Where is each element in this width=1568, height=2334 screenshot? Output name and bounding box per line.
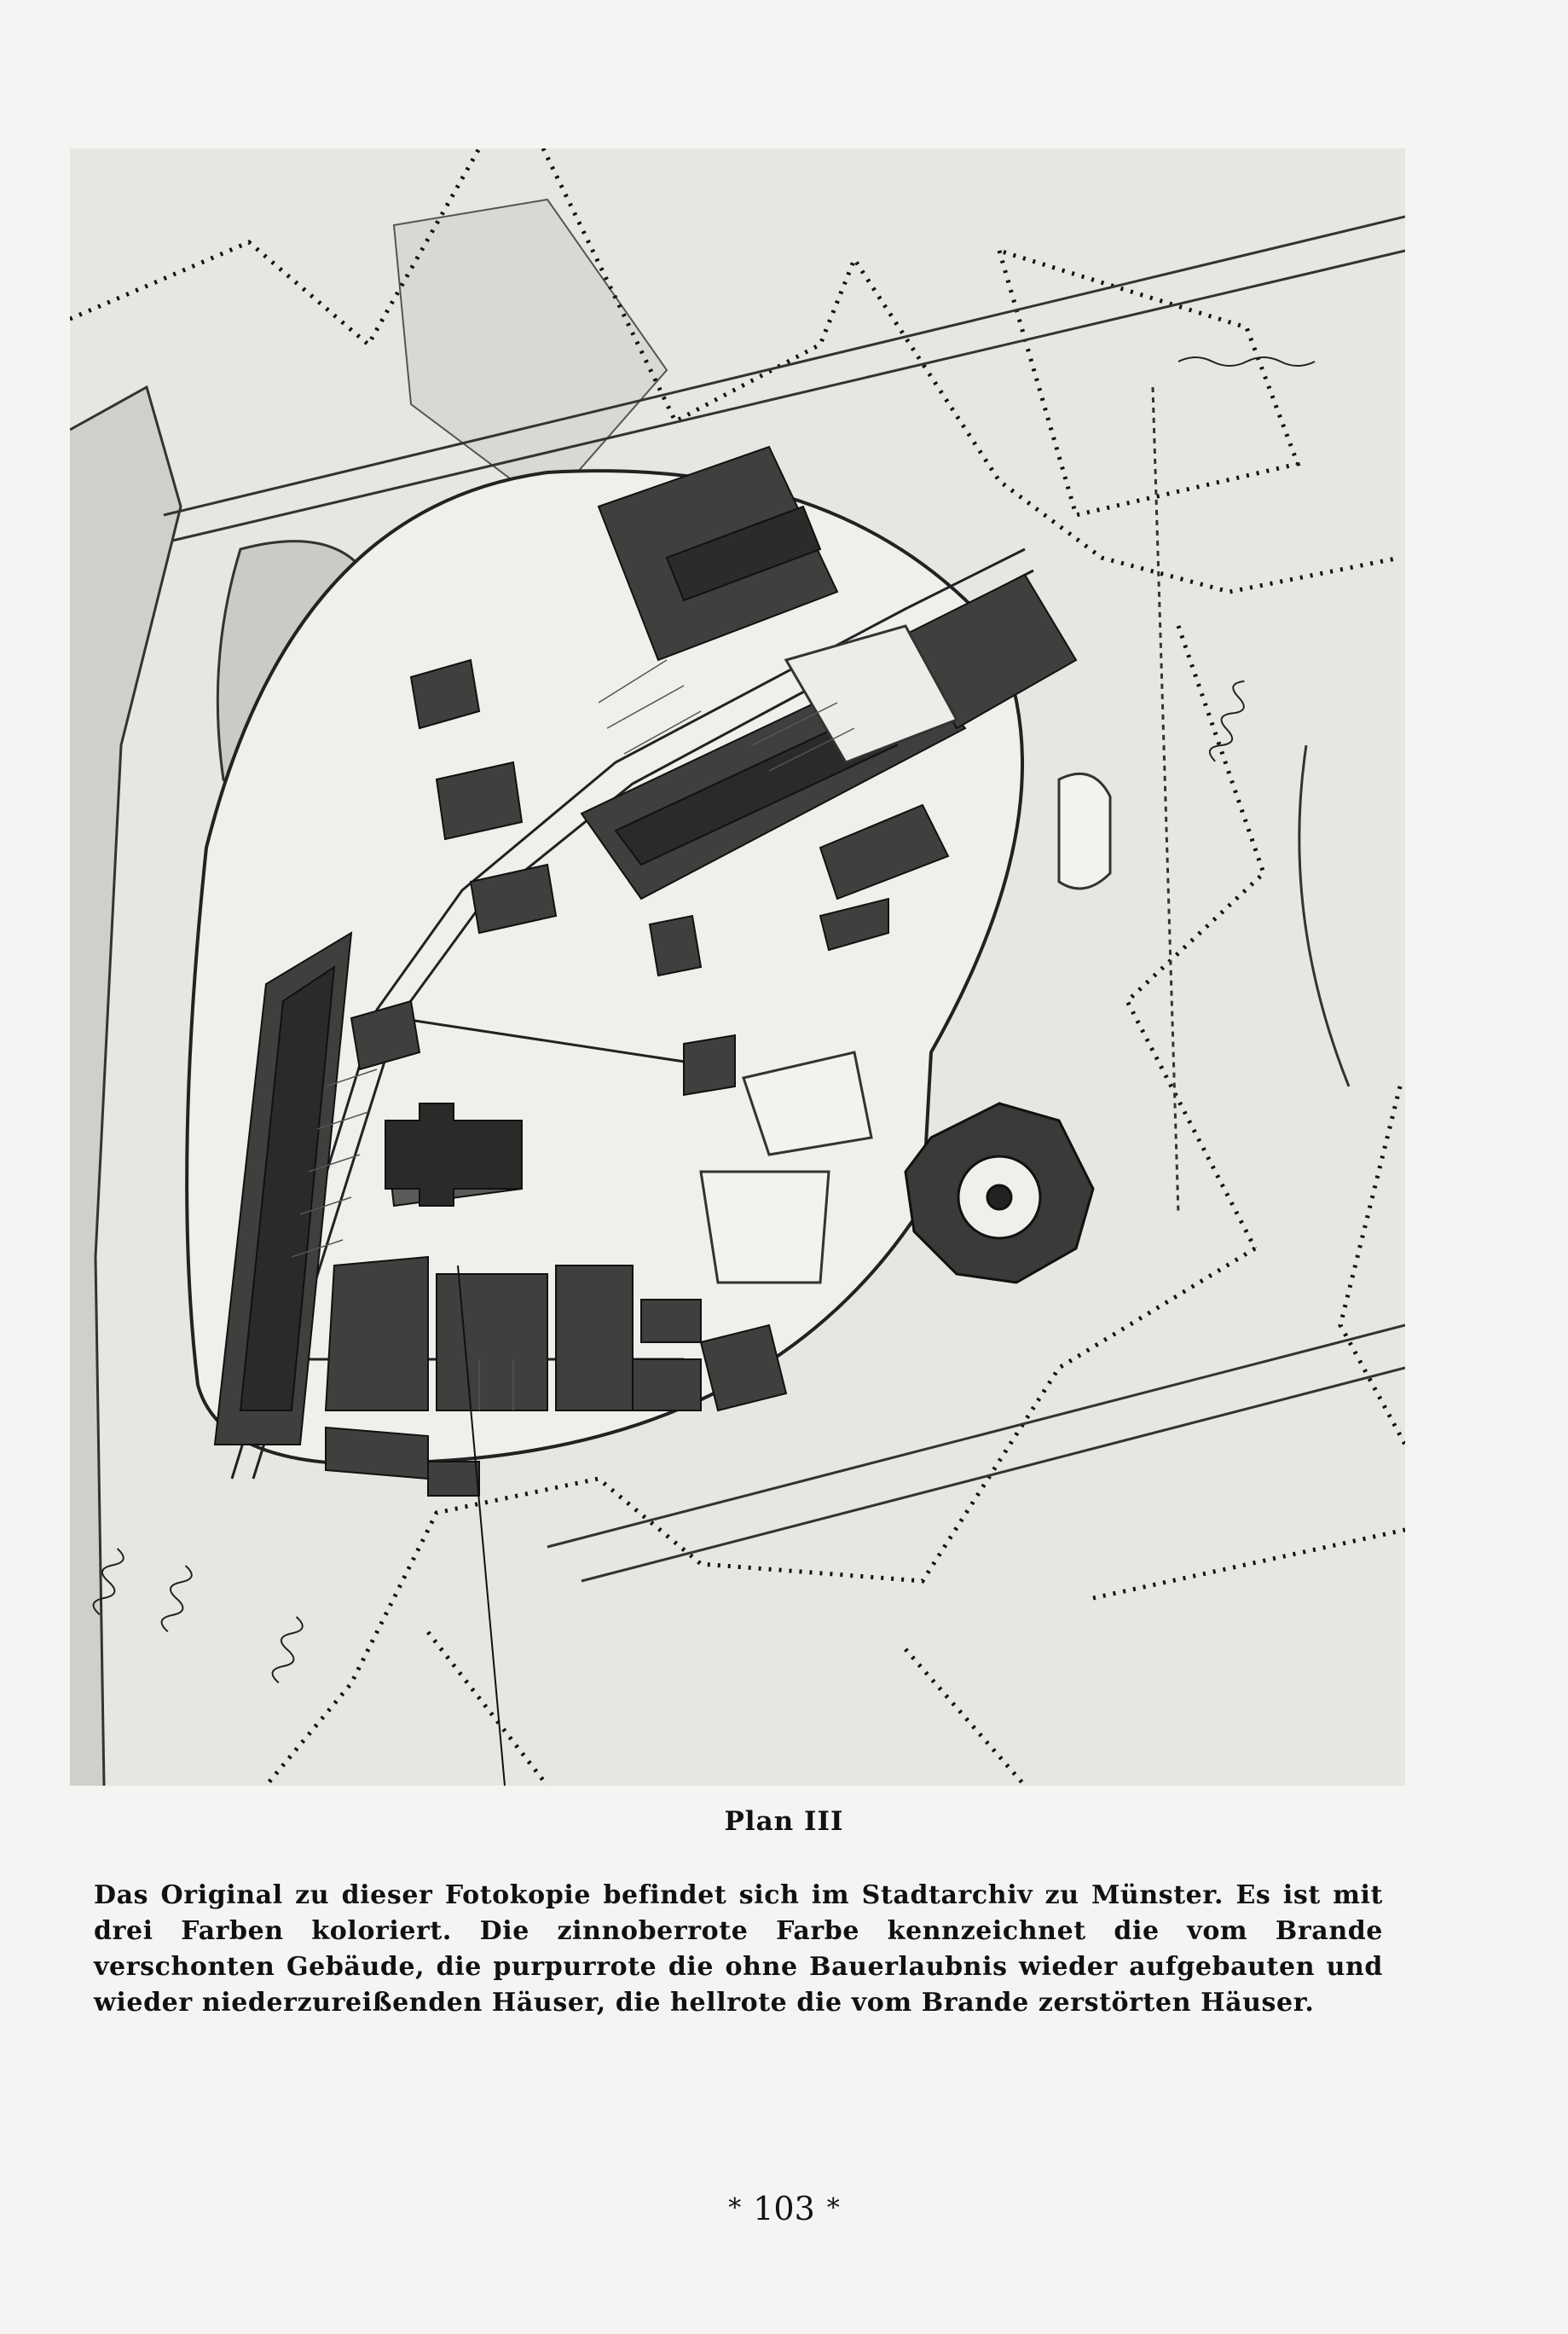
- page-number: [0, 2190, 1568, 2227]
- page-number-value: 103: [753, 2190, 815, 2227]
- town-plan-drawing: [70, 148, 1405, 1786]
- figure-caption-title: Plan III: [724, 1806, 844, 1837]
- figure-caption-text: Das Original zu dieser Fotokopie befindet sich im Stadtarchiv zu Münster. Es ist mit drei Farben koloriert. Die zinnoberrote Farbe kennzeichnet die vom Brande verschonten Gebäude, die purpurrote die ohne Bauerlaubnis wieder aufgebauten und wieder niederzureißenden Häuser, die hellrote die vom Brande zerstörten Häuser.: [94, 1880, 1383, 2018]
- town-plan-image: [70, 148, 1405, 1786]
- folio-star-right: *: [826, 2193, 840, 2223]
- folio-star-left: *: [728, 2193, 742, 2223]
